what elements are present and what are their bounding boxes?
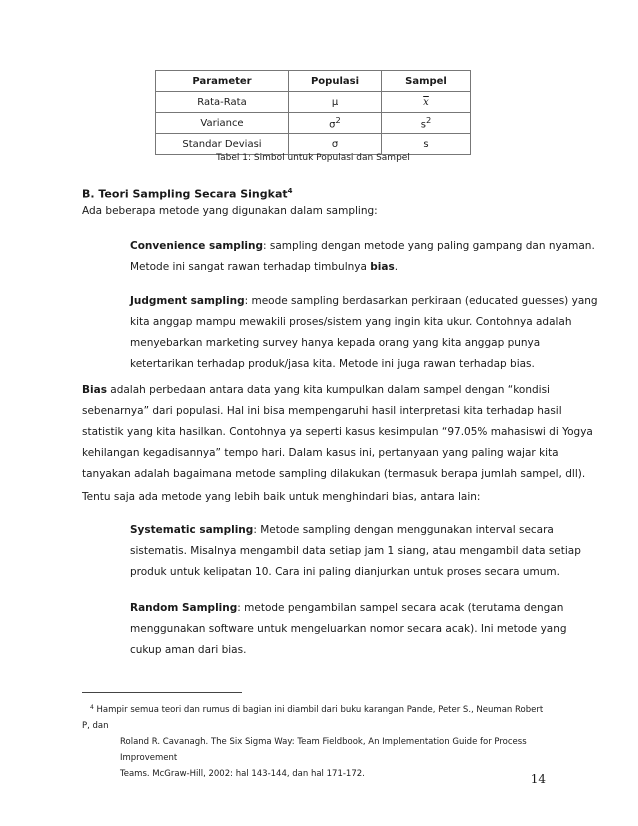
- bias-text: sebenarnya” dari populasi. Hal ini bisa mempengaruhi hasil interpretasi kita terhadap hasil: [82, 405, 562, 417]
- intro-paragraph: [82, 201, 552, 222]
- method-text: : sampling dengan metode yang paling gampang dan nyaman.: [263, 240, 595, 252]
- table-row: [156, 134, 471, 155]
- method-text: produk untuk kelipatan 10. Cara ini paling dianjurkan untuk proses secara umum.: [130, 566, 560, 578]
- method-text: ketertarikan terhadap produk/jasa kita. Metode ini juga rawan terhadap bias.: [130, 358, 535, 370]
- heading-text: B. Teori Sampling Secara Singkat: [82, 187, 288, 201]
- method-text: .: [394, 261, 399, 273]
- transition-paragraph: [82, 487, 552, 508]
- method-term: Judgment sampling: [130, 295, 245, 307]
- header-populasi: Populasi: [289, 71, 382, 92]
- method-term: Random Sampling: [130, 602, 238, 614]
- method-random: [130, 598, 567, 661]
- table-caption: Tabel 1: Simbol untuk Populasi dan Sampel: [216, 153, 410, 163]
- footnote-text: Teams. McGraw-Hill, 2002: hal 143-144, dan hal 171-172.: [120, 769, 365, 779]
- method-text: sistematis. Misalnya mengambil data setiap jam 1 siang, atau mengambil data setiap: [130, 545, 581, 557]
- method-text: kita anggap mampu mewakili proses/sistem yang ingin kita ukur. Contohnya adalah: [130, 316, 572, 328]
- bias-term: Bias: [82, 384, 107, 396]
- method-emphasis: bias: [370, 261, 395, 273]
- footnote-mark: 4: [90, 704, 94, 711]
- cell-parameter: Rata-Rata: [156, 92, 289, 113]
- bias-paragraph: [82, 380, 593, 485]
- method-term: Convenience sampling: [130, 240, 264, 252]
- intro-line: Ada beberapa metode yang digunakan dalam sampling:: [82, 205, 378, 217]
- method-text: : meode sampling berdasarkan perkiraan (educated guesses) yang: [244, 295, 598, 307]
- footnote-text: Hampir semua teori dan rumus di bagian ini diambil dari buku karangan Pande, Peter S., Neuman Robert P, dan: [82, 705, 544, 731]
- bias-text: statistik yang kita hasilkan. Contohnya ya seperti kasus kesimpulan “97.05% mahasiswi di Yogya: [82, 426, 593, 438]
- footnote-ref: 4: [287, 187, 293, 195]
- s-symbol: s: [420, 119, 426, 131]
- method-systematic: [130, 520, 581, 583]
- footnote-divider: [82, 692, 242, 693]
- cell-populasi: μ: [289, 92, 382, 113]
- method-text: menggunakan software untuk mengeluarkan nomor secara acak). Ini metode yang: [130, 623, 567, 635]
- method-text: : Metode sampling dengan menggunakan interval secara: [253, 524, 554, 536]
- transition-text: Tentu saja ada metode yang lebih baik untuk menghindari bias, antara lain:: [82, 491, 481, 503]
- method-text: menyebarkan marketing survey hanya kepada orang yang kita anggap punya: [130, 337, 541, 349]
- cell-parameter: Standar Deviasi: [156, 134, 289, 155]
- header-parameter: Parameter: [156, 71, 289, 92]
- cell-populasi: [289, 113, 382, 134]
- footnote: [82, 702, 552, 782]
- method-text: cukup aman dari bias.: [130, 644, 247, 656]
- cell-parameter: Variance: [156, 113, 289, 134]
- sigma-symbol: σ: [329, 119, 336, 131]
- header-sampel: Sampel: [382, 71, 471, 92]
- footnote-text: Roland R. Cavanagh. The Six Sigma Way: Team Fieldbook, An Implementation Guide for Process Improvement: [120, 737, 527, 763]
- method-text: Metode ini sangat rawan terhadap timbulnya: [130, 261, 371, 273]
- page-number: 14: [530, 772, 546, 786]
- bias-text: kehilangan kegadisannya” tempo hari. Dalam kasus ini, pertanyaan yang paling wajar kita: [82, 447, 559, 459]
- section-heading: [82, 187, 293, 201]
- x-bar-symbol: $\overline{x}$: [423, 96, 429, 108]
- superscript: 2: [425, 115, 432, 126]
- table-header-row: [156, 71, 471, 92]
- cell-sampel: [382, 113, 471, 134]
- cell-sampel: [382, 92, 471, 113]
- superscript: 2: [335, 115, 341, 126]
- bias-text: adalah perbedaan antara data yang kita kumpulkan dalam sampel dengan “kondisi: [106, 384, 550, 396]
- bias-text: tanyakan adalah bagaimana metode sampling dilakukan (termasuk berapa jumlah sampel, dll).: [82, 468, 586, 480]
- table-row: [156, 113, 471, 134]
- cell-populasi: σ: [289, 134, 382, 155]
- table-row: [156, 92, 471, 113]
- cell-sampel: s: [382, 134, 471, 155]
- method-term: Systematic sampling: [130, 524, 254, 536]
- method-convenience: [130, 236, 595, 278]
- method-text: : metode pengambilan sampel secara acak (terutama dengan: [237, 602, 564, 614]
- symbol-table: [155, 70, 471, 155]
- method-judgment: [130, 291, 598, 375]
